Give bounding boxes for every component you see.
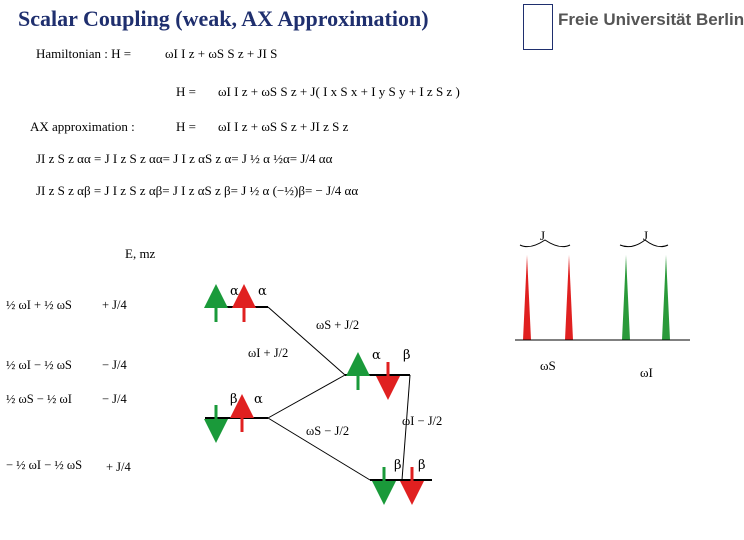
spectrum-peak-s-1 xyxy=(523,255,531,340)
transition-label-i-plus: ωI + J/2 xyxy=(248,346,289,360)
level-4-spin-i: β xyxy=(394,458,402,473)
hamiltonian-equation-1: ωI I z + ωS S z + JI S xyxy=(165,46,278,61)
spectrum-peak-i-1 xyxy=(622,255,630,340)
transition-label-s-plus: ωS + J/2 xyxy=(316,318,360,332)
level-3-coupling: − J/4 xyxy=(102,392,127,406)
level-1-spin-s: α xyxy=(258,284,267,299)
transition-i-plus xyxy=(268,375,345,418)
spectrum-peak-i-2 xyxy=(662,255,670,340)
level-1-energy: ½ ωI + ½ ωS xyxy=(6,298,72,312)
coupling-label-2: J xyxy=(643,228,649,243)
level-4-spin-s: β xyxy=(418,458,426,473)
level-2-coupling: − J/4 xyxy=(102,358,127,372)
level-4-energy: − ½ ωI − ½ ωS xyxy=(6,458,83,472)
alpha-alpha-expectation: JI z S z αα = J I z S z αα= J I z αS z α= J ½ α ½α= J/4 αα xyxy=(36,151,333,166)
hamiltonian-equation-2-lhs: H = xyxy=(176,84,196,99)
level-2-spin-s: β xyxy=(403,348,411,363)
level-2-energy: ½ ωI − ½ ωS xyxy=(6,358,72,372)
coupling-label-1: J xyxy=(540,228,546,243)
level-3-spin-s: α xyxy=(254,392,263,407)
transition-label-i-minus: ωI − J/2 xyxy=(402,414,443,428)
level-2-spin-i: α xyxy=(372,348,381,363)
ax-approximation-label: AX approximation : xyxy=(30,119,135,134)
slide-title: Scalar Coupling (weak, AX Approximation) xyxy=(18,6,429,31)
transition-label-s-minus: ωS − J/2 xyxy=(306,424,350,438)
spectrum-label-i: ωI xyxy=(640,365,653,380)
hamiltonian-label: Hamiltonian : H = xyxy=(36,46,132,61)
hamiltonian-equation-3-lhs: H = xyxy=(176,119,196,134)
level-4-coupling: + J/4 xyxy=(106,460,131,474)
hamiltonian-equation-2: ωI I z + ωS S z + J( I x S x + I y S y + I z S z ) xyxy=(218,84,460,99)
level-1-coupling: + J/4 xyxy=(102,298,127,312)
alpha-beta-expectation: JI z S z αβ = J I z S z αβ= J I z αS z β= J ½ α (−½)β= − J/4 αα xyxy=(36,183,359,198)
spectrum-label-s: ωS xyxy=(540,358,556,373)
energy-axis-label: E, mz xyxy=(125,246,156,261)
spectrum-peak-s-2 xyxy=(565,255,573,340)
university-logo-text: Freie Universität Berlin xyxy=(558,10,744,29)
level-1-spin-i: α xyxy=(230,284,239,299)
level-3-energy: ½ ωS − ½ ωI xyxy=(6,392,72,406)
hamiltonian-equation-3: ωI I z + ωS S z + JI z S z xyxy=(218,119,349,134)
level-3-spin-i: β xyxy=(230,392,238,407)
